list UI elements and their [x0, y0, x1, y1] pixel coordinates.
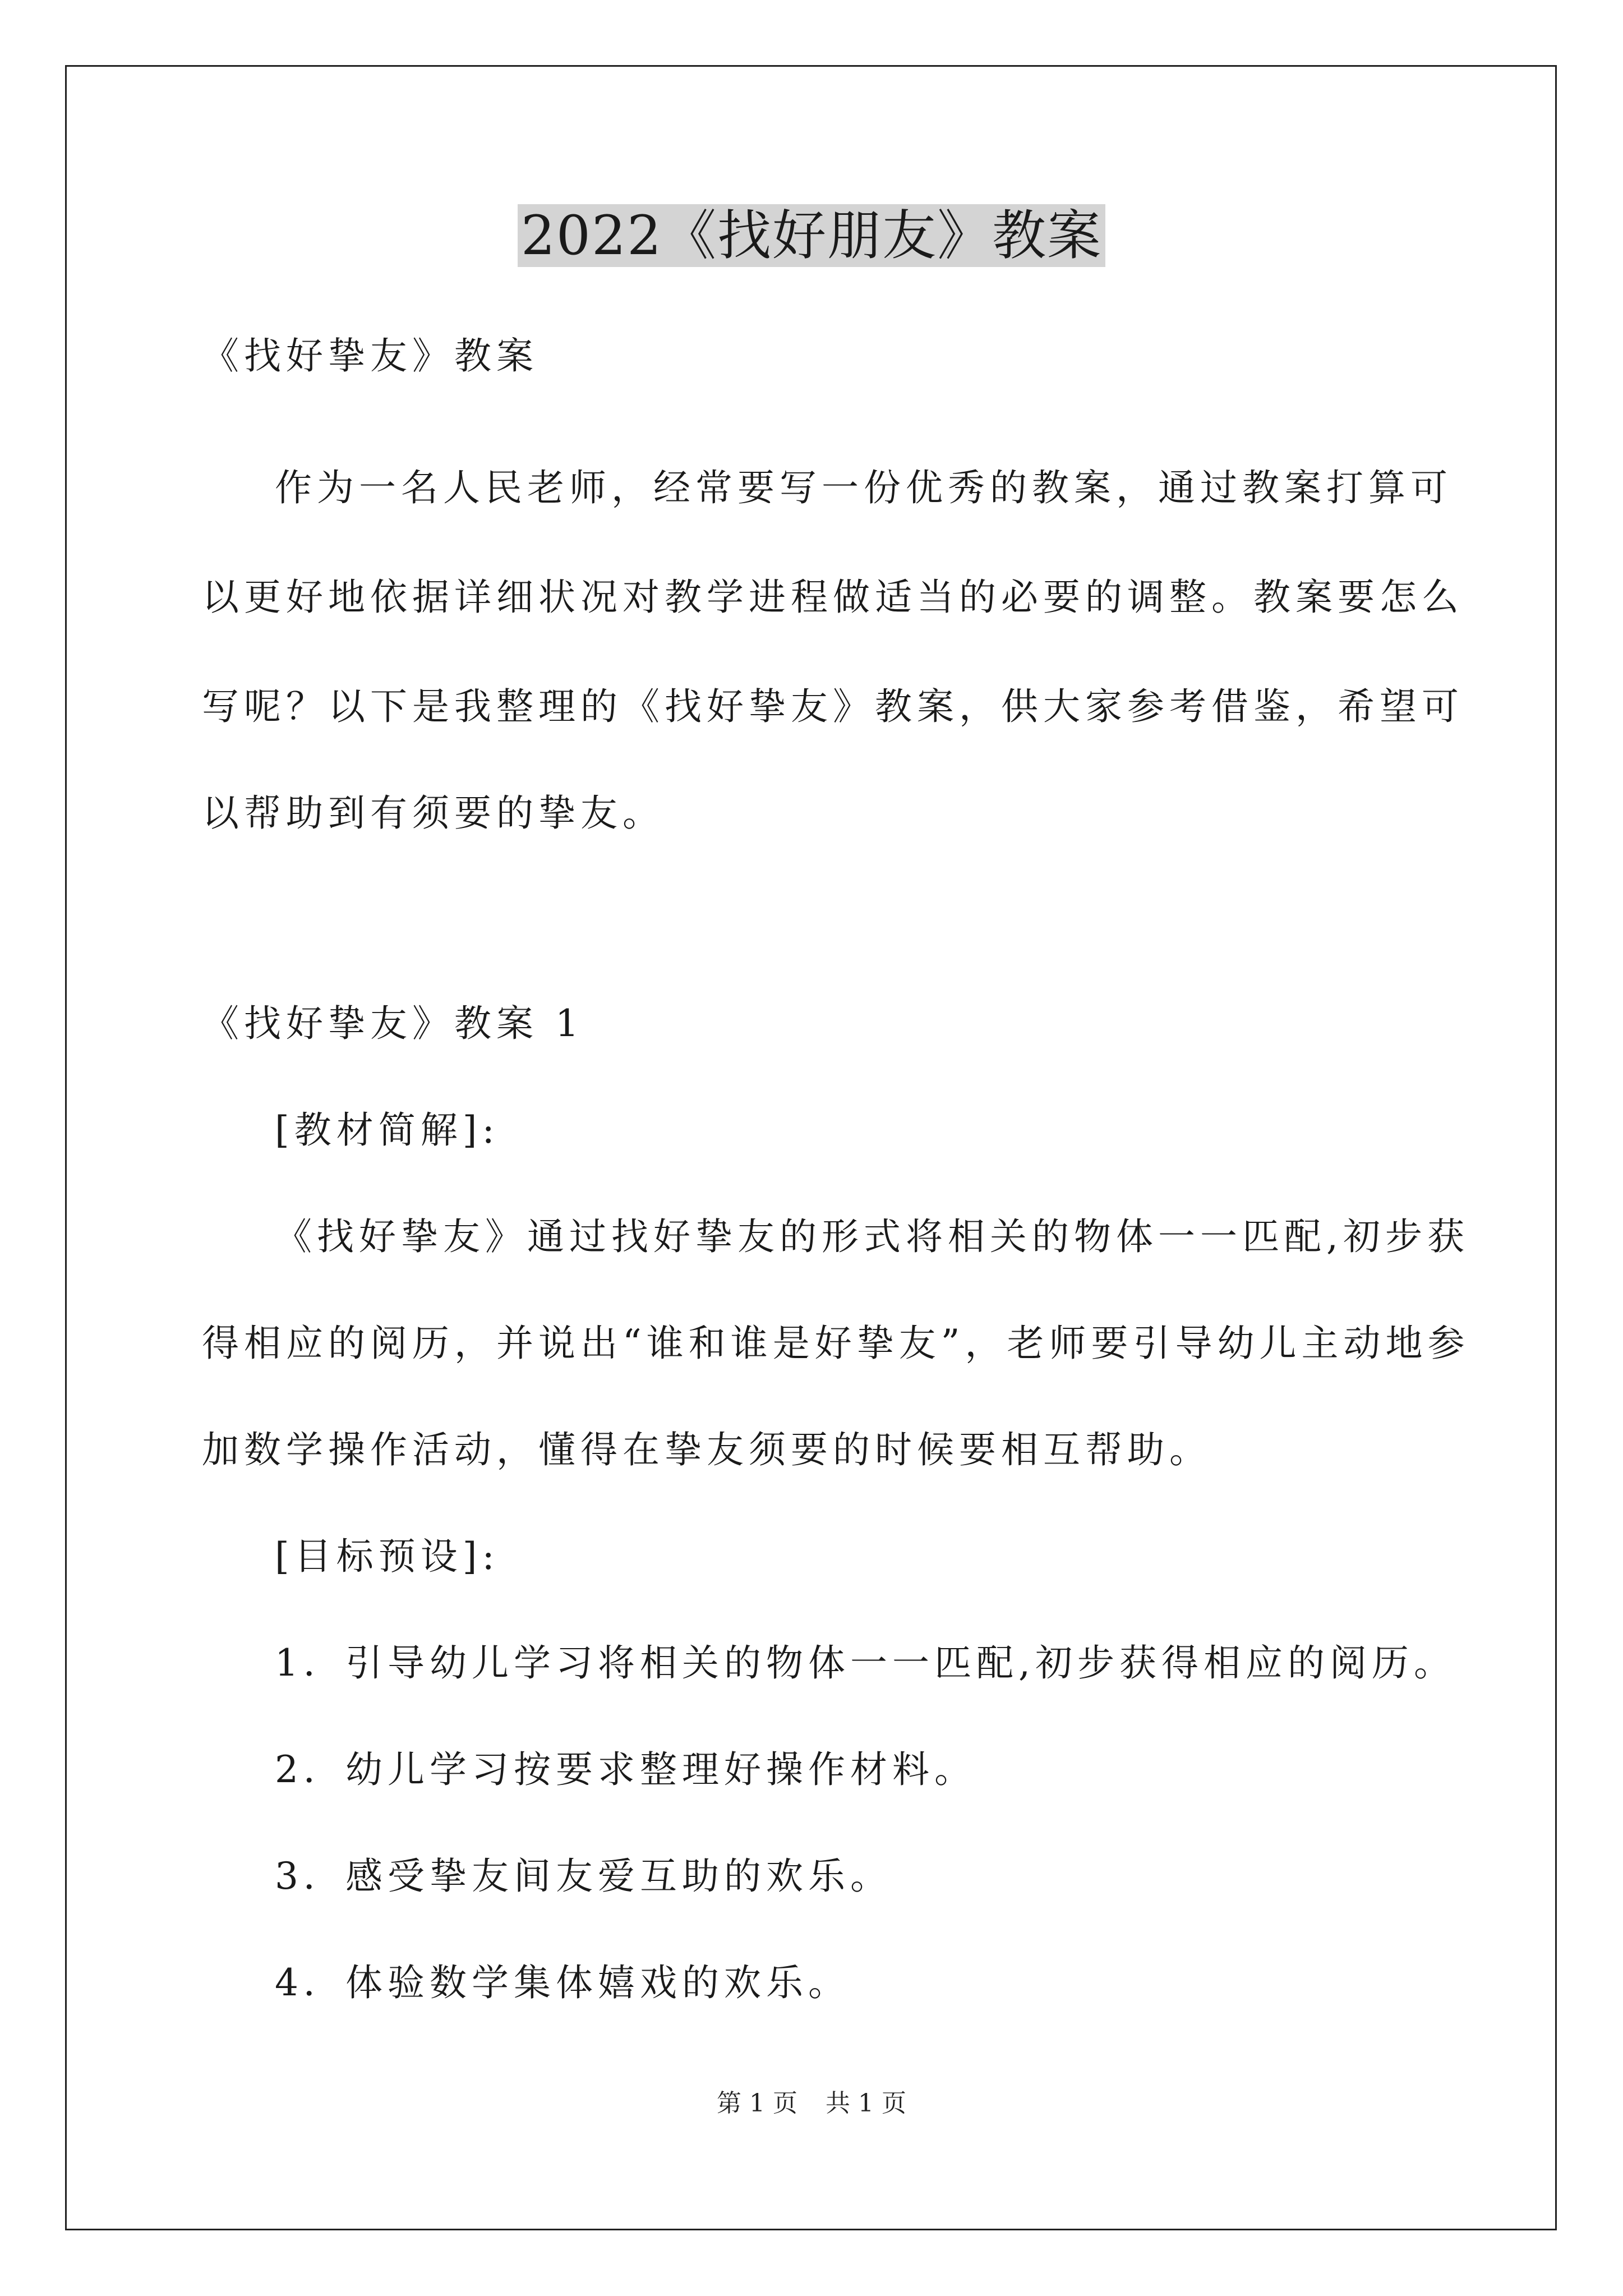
page-number-total: 共 1 页: [826, 2089, 906, 2118]
document-title: [0, 196, 1623, 275]
materials-line-1: 《找好挚友》通过找好挚友的形式将相关的物体一一匹配,初步获: [275, 1215, 1469, 1258]
intro-line-4: 以帮助到有须要的挚友。: [202, 792, 665, 835]
goal-item-2: 2．幼儿学习按要求整理好操作材料。: [275, 1748, 976, 1791]
title-text: 2022《找好朋友》教案: [518, 204, 1105, 267]
materials-line-3: 加数学操作活动，懂得在挚友须要的时候要相互帮助。: [202, 1428, 1211, 1471]
intro-line-1: 作为一名人民老师，经常要写一份优秀的教案，通过教案打算可: [275, 466, 1453, 509]
page-number-current: 第 1 页: [717, 2089, 797, 2118]
materials-line-2: 得相应的阅历，并说出“谁和谁是好挚友”，老师要引导幼儿主动地参: [202, 1322, 1470, 1365]
goal-item-1: 1．引导幼儿学习将相关的物体一一匹配,初步获得相应的阅历。: [275, 1641, 1456, 1685]
section-heading: 《找好挚友》教案 1: [202, 1002, 584, 1045]
materials-heading: [教材简解]:: [275, 1108, 500, 1152]
goals-heading: [目标预设]:: [275, 1535, 500, 1578]
intro-line-2: 以更好地依据详细状况对教学进程做适当的必要的调整。教案要怎么: [202, 576, 1464, 619]
intro-line-3: 写呢？以下是我整理的《找好挚友》教案，供大家参考借鉴，希望可: [202, 685, 1464, 728]
goal-item-3: 3．感受挚友间友爱互助的欢乐。: [275, 1855, 892, 1898]
goal-item-4: 4．体验数学集体嬉戏的欢乐。: [275, 1961, 850, 2004]
page-footer: [0, 2087, 1623, 2120]
subtitle: 《找好挚友》教案: [202, 334, 538, 378]
